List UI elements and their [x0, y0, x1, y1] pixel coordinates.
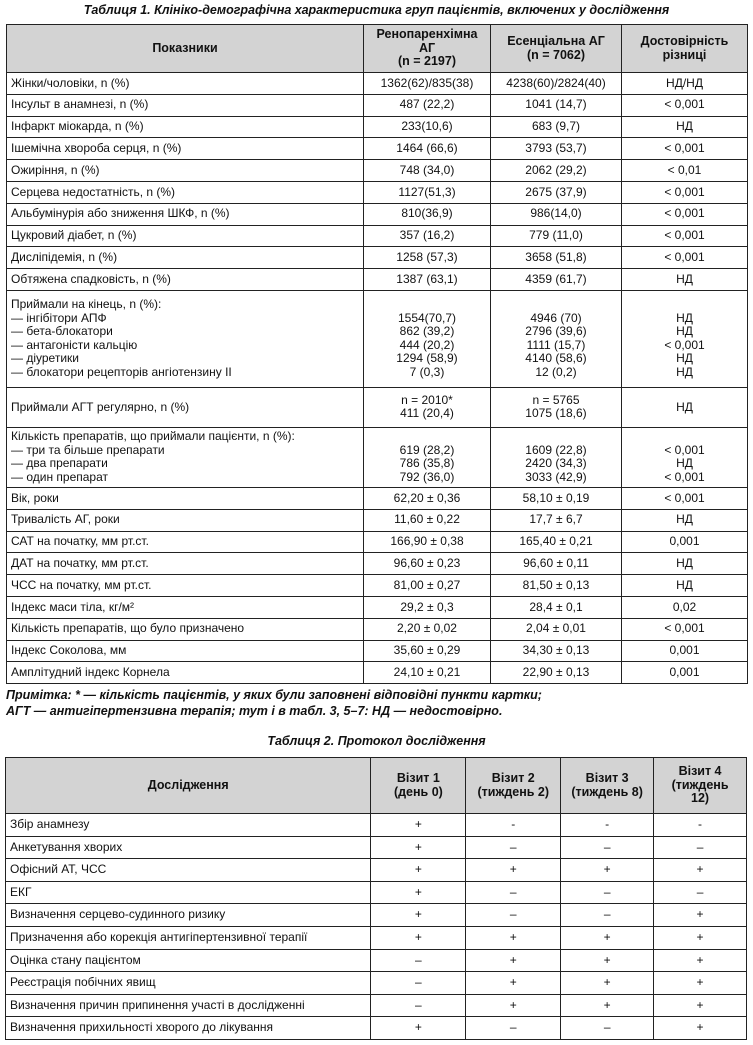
t2-row	[6, 926, 747, 949]
t2-cell-v1: –	[371, 972, 466, 995]
t1-cell-renal: 24,10 ± 0,21	[364, 662, 491, 684]
t1-cell-renal: 357 (16,2)	[364, 225, 491, 247]
t2-cell-v4: –	[654, 881, 747, 904]
t2-cell-v4: –	[654, 836, 747, 859]
t1-cell-renal: 1362(62)/835(38)	[364, 73, 491, 95]
t2-cell-v4: +	[654, 1017, 747, 1040]
t1-cell-renal: 35,60 ± 0,29	[364, 640, 491, 662]
t1-cell-sig: 0,02	[622, 596, 748, 618]
table1-caption: Таблиця 1. Клініко-демографічна характеристика груп пацієнтів, включених у дослідження	[83, 3, 670, 17]
t2-cell-label: Реєстрація побічних явищ	[6, 972, 371, 995]
t1-cell-renal: 810(36,9)	[364, 203, 491, 225]
t1-cell-renal: 487 (22,2)	[364, 94, 491, 116]
t2-row	[6, 949, 747, 972]
t1-cell-sig: < 0,001	[622, 225, 748, 247]
t2-cell-v4: -	[654, 814, 747, 837]
t2-cell-label: Призначення або корекція антигіпертензивної терапії	[6, 926, 371, 949]
t1-cell-sig: НД	[622, 553, 748, 575]
t1-cell-essential: 3658 (51,8)	[491, 247, 622, 269]
t2-cell-label: Визначення прихильності хворого до лікування	[6, 1017, 371, 1040]
t2-cell-v3: +	[561, 859, 654, 882]
t1-cell-essential: 17,7 ± 6,7	[491, 509, 622, 531]
t1-row	[7, 269, 748, 291]
t1-header-indicator: Показники	[7, 25, 364, 73]
t1-cell-sig: < 0,001 НД < 0,001	[622, 427, 748, 487]
t1-cell-sig: НД	[622, 269, 748, 291]
t2-cell-v1: +	[371, 881, 466, 904]
t2-cell-v4: +	[654, 859, 747, 882]
t1-header-essential: Есенціальна АГ (n = 7062)	[491, 25, 622, 73]
t2-cell-v3: –	[561, 881, 654, 904]
t1-cell-sig: НД НД < 0,001 НД НД	[622, 290, 748, 387]
t1-cell-essential: 4359 (61,7)	[491, 269, 622, 291]
t2-cell-label: Визначення причин припинення участі в дослідженні	[6, 994, 371, 1017]
t1-cell-essential: 986(14,0)	[491, 203, 622, 225]
t1-cell-essential: 96,60 ± 0,11	[491, 553, 622, 575]
t2-header-visit4: Візит 4 (тиждень 12)	[654, 758, 747, 814]
t2-header-visit2: Візит 2 (тиждень 2)	[466, 758, 561, 814]
t1-cell-sig: НД	[622, 575, 748, 597]
t2-cell-v2: +	[466, 994, 561, 1017]
t1-cell-label: Ішемічна хвороба серця, n (%)	[7, 138, 364, 160]
t1-cell-essential: 58,10 ± 0,19	[491, 487, 622, 509]
t1-row	[7, 181, 748, 203]
t1-cell-label: Вік, роки	[7, 487, 364, 509]
t1-cell-label: Інфаркт міокарда, n (%)	[7, 116, 364, 138]
t2-row	[6, 881, 747, 904]
t2-cell-v2: –	[466, 1017, 561, 1040]
t2-cell-label: Визначення серцево-судинного ризику	[6, 904, 371, 927]
t2-header-visit1: Візит 1 (день 0)	[371, 758, 466, 814]
t1-row	[7, 247, 748, 269]
t1-cell-renal: 62,20 ± 0,36	[364, 487, 491, 509]
t2-cell-v4: +	[654, 904, 747, 927]
t1-cell-renal: 1387 (63,1)	[364, 269, 491, 291]
t1-cell-label: Ожиріння, n (%)	[7, 160, 364, 182]
t1-cell-sig: < 0,01	[622, 160, 748, 182]
t1-row	[7, 509, 748, 531]
t2-cell-label: Офісний АТ, ЧСС	[6, 859, 371, 882]
table2	[5, 757, 747, 1040]
t1-cell-sig: 0,001	[622, 640, 748, 662]
t1-cell-sig: 0,001	[622, 662, 748, 684]
t1-cell-essential: 1041 (14,7)	[491, 94, 622, 116]
t1-cell-label: САТ на початку, мм рт.ст.	[7, 531, 364, 553]
t2-cell-v1: –	[371, 994, 466, 1017]
t1-cell-essential: 22,90 ± 0,13	[491, 662, 622, 684]
t2-cell-v3: –	[561, 836, 654, 859]
t2-cell-v3: –	[561, 904, 654, 927]
t1-cell-sig: < 0,001	[622, 203, 748, 225]
t1-cell-label: Приймали АГТ регулярно, n (%)	[7, 387, 364, 427]
t1-row	[7, 596, 748, 618]
t2-cell-v1: +	[371, 1017, 466, 1040]
t1-cell-essential: 165,40 ± 0,21	[491, 531, 622, 553]
t2-cell-v3: +	[561, 994, 654, 1017]
t1-cell-essential: 2062 (29,2)	[491, 160, 622, 182]
t1-cell-essential: 4238(60)/2824(40)	[491, 73, 622, 95]
t1-cell-sig: НД	[622, 509, 748, 531]
t1-cell-sig: < 0,001	[622, 181, 748, 203]
t1-cell-label: Тривалість АГ, роки	[7, 509, 364, 531]
t2-cell-v2: +	[466, 949, 561, 972]
t1-row	[7, 427, 748, 487]
t1-cell-essential: 34,30 ± 0,13	[491, 640, 622, 662]
t1-cell-label: Приймали на кінець, n (%): — інгібітори АПФ — бета-блокатори — антагоністи кальцію — діуретики — блокатори рецепторів ангіотензину ІІ	[7, 290, 364, 387]
t2-cell-label: Збір анамнезу	[6, 814, 371, 837]
t1-row	[7, 290, 748, 387]
t1-cell-renal: 29,2 ± 0,3	[364, 596, 491, 618]
t1-row	[7, 618, 748, 640]
t1-cell-renal: 1554(70,7) 862 (39,2) 444 (20,2) 1294 (58,9) 7 (0,3)	[364, 290, 491, 387]
t1-cell-renal: 81,00 ± 0,27	[364, 575, 491, 597]
t2-cell-v2: -	[466, 814, 561, 837]
t1-row	[7, 575, 748, 597]
t2-header-study: Дослідження	[6, 758, 371, 814]
t1-header-renal: Ренопаренхімна АГ (n = 2197)	[364, 25, 491, 73]
t2-cell-v2: +	[466, 859, 561, 882]
t2-row	[6, 814, 747, 837]
t1-cell-label: Цукровий діабет, n (%)	[7, 225, 364, 247]
t1-cell-renal: 96,60 ± 0,23	[364, 553, 491, 575]
t1-row	[7, 387, 748, 427]
t1-cell-label: Альбумінурія або зниження ШКФ, n (%)	[7, 203, 364, 225]
t2-cell-v4: +	[654, 926, 747, 949]
t2-row	[6, 836, 747, 859]
t1-cell-sig: НД	[622, 116, 748, 138]
t1-header-significance: Достовірність різниці	[622, 25, 748, 73]
t1-row	[7, 138, 748, 160]
t2-cell-v1: +	[371, 926, 466, 949]
t1-row	[7, 160, 748, 182]
t2-cell-v1: +	[371, 904, 466, 927]
t1-cell-label: Серцева недостатність, n (%)	[7, 181, 364, 203]
t1-cell-renal: 619 (28,2) 786 (35,8) 792 (36,0)	[364, 427, 491, 487]
t2-cell-label: Оцінка стану пацієнтом	[6, 949, 371, 972]
t1-row	[7, 94, 748, 116]
t2-cell-label: Анкетування хворих	[6, 836, 371, 859]
t1-cell-renal: 166,90 ± 0,38	[364, 531, 491, 553]
t1-cell-sig: < 0,001	[622, 138, 748, 160]
t1-cell-label: Кількість препаратів, що приймали пацієнти, n (%): — три та більше препарати — два препарати — один препарат	[7, 427, 364, 487]
t1-cell-essential: 3793 (53,7)	[491, 138, 622, 160]
t2-cell-v1: +	[371, 814, 466, 837]
t1-cell-label: ДАТ на початку, мм рт.ст.	[7, 553, 364, 575]
t1-cell-essential: 683 (9,7)	[491, 116, 622, 138]
t1-row	[7, 640, 748, 662]
t1-cell-label: Індекс маси тіла, кг/м²	[7, 596, 364, 618]
t1-row	[7, 487, 748, 509]
t2-cell-v2: –	[466, 836, 561, 859]
t1-cell-sig: < 0,001	[622, 618, 748, 640]
t2-row	[6, 972, 747, 995]
t1-cell-essential: 2,04 ± 0,01	[491, 618, 622, 640]
t2-cell-v1: +	[371, 859, 466, 882]
t1-cell-sig: 0,001	[622, 531, 748, 553]
t2-row	[6, 904, 747, 927]
t1-cell-essential: 28,4 ± 0,1	[491, 596, 622, 618]
t1-cell-essential: n = 5765 1075 (18,6)	[491, 387, 622, 427]
t1-cell-label: Індекс Соколова, мм	[7, 640, 364, 662]
t2-cell-v2: –	[466, 881, 561, 904]
t2-cell-v3: -	[561, 814, 654, 837]
t1-cell-renal: 11,60 ± 0,22	[364, 509, 491, 531]
t1-cell-essential: 2675 (37,9)	[491, 181, 622, 203]
t1-cell-renal: 1464 (66,6)	[364, 138, 491, 160]
t1-cell-label: ЧСС на початку, мм рт.ст.	[7, 575, 364, 597]
t2-header-visit3: Візит 3 (тиждень 8)	[561, 758, 654, 814]
t1-row	[7, 116, 748, 138]
t2-cell-v4: +	[654, 949, 747, 972]
t1-cell-label: Амплітудний індекс Корнела	[7, 662, 364, 684]
t2-cell-v2: +	[466, 926, 561, 949]
t2-cell-label: ЕКГ	[6, 881, 371, 904]
t1-row	[7, 203, 748, 225]
t2-cell-v3: +	[561, 926, 654, 949]
t2-cell-v4: +	[654, 994, 747, 1017]
t1-cell-essential: 81,50 ± 0,13	[491, 575, 622, 597]
t1-cell-renal: 233(10,6)	[364, 116, 491, 138]
t2-cell-v2: –	[466, 904, 561, 927]
t1-cell-label: Обтяжена спадковість, n (%)	[7, 269, 364, 291]
t1-cell-essential: 4946 (70) 2796 (39,6) 1111 (15,7) 4140 (58,6) 12 (0,2)	[491, 290, 622, 387]
t1-cell-sig: < 0,001	[622, 487, 748, 509]
t2-cell-v3: –	[561, 1017, 654, 1040]
t2-cell-v2: +	[466, 972, 561, 995]
t1-cell-renal: 2,20 ± 0,02	[364, 618, 491, 640]
t1-cell-essential: 1609 (22,8) 2420 (34,3) 3033 (42,9)	[491, 427, 622, 487]
t1-cell-label: Інсульт в анамнезі, n (%)	[7, 94, 364, 116]
t1-row	[7, 225, 748, 247]
table2-caption: Таблиця 2. Протокол дослідження	[267, 734, 486, 748]
t2-row	[6, 1017, 747, 1040]
t1-cell-sig: НД/НД	[622, 73, 748, 95]
t1-cell-renal: 748 (34,0)	[364, 160, 491, 182]
t1-cell-renal: 1127(51,3)	[364, 181, 491, 203]
table1	[6, 24, 748, 684]
t1-cell-label: Дисліпідемія, n (%)	[7, 247, 364, 269]
table1-note: Примітка: * — кількість пацієнтів, у яких були заповнені відповідні пункти картки; АГТ — антигіпертензивна терапія; тут і в табл. 3, 5–7: НД — недостовірно.	[6, 688, 542, 718]
t2-row	[6, 859, 747, 882]
t1-row	[7, 662, 748, 684]
t1-row	[7, 531, 748, 553]
t1-cell-sig: < 0,001	[622, 94, 748, 116]
t2-cell-v4: +	[654, 972, 747, 995]
t1-row	[7, 73, 748, 95]
t1-cell-sig: НД	[622, 387, 748, 427]
t1-cell-essential: 779 (11,0)	[491, 225, 622, 247]
t1-cell-sig: < 0,001	[622, 247, 748, 269]
t1-cell-renal: 1258 (57,3)	[364, 247, 491, 269]
t1-cell-renal: n = 2010* 411 (20,4)	[364, 387, 491, 427]
t1-cell-label: Кількість препаратів, що було призначено	[7, 618, 364, 640]
t1-row	[7, 553, 748, 575]
t2-row	[6, 994, 747, 1017]
t2-cell-v3: +	[561, 949, 654, 972]
t2-cell-v1: +	[371, 836, 466, 859]
t1-cell-label: Жінки/чоловіки, n (%)	[7, 73, 364, 95]
t2-cell-v1: –	[371, 949, 466, 972]
t2-cell-v3: +	[561, 972, 654, 995]
